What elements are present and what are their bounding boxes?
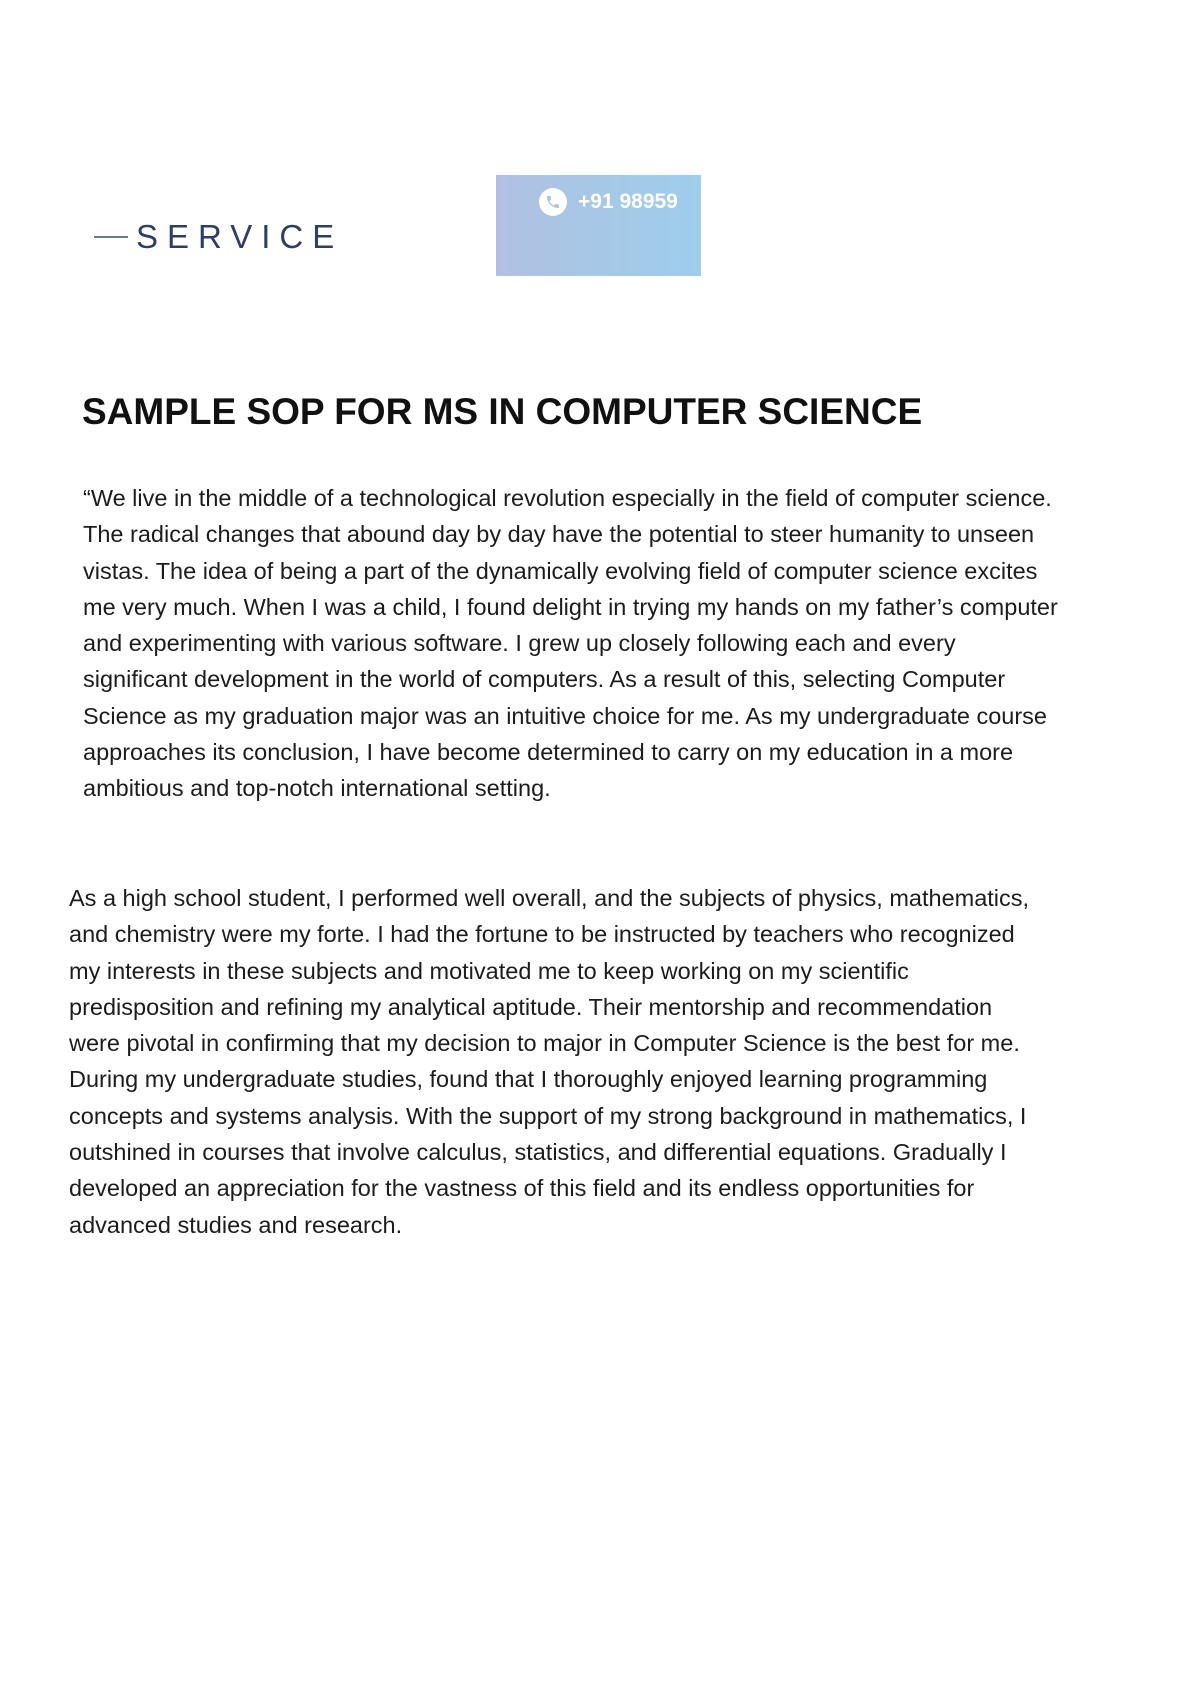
phone-contact-card[interactable] bbox=[496, 175, 701, 276]
body-paragraph-intro: “We live in the middle of a technological revolution especially in the field of computer science. The radical changes that abound day by day have the potential to steer humanity to unseen vistas. The idea of being a part of the dynamically evolving field of computer science excites me very much. When I was a child, I found delight in trying my hands on my father’s computer and experimenting with various software. I grew up closely following each and every significant development in the world of computers. As a result of this, selecting Computer Science as my graduation major was an intuitive choice for me. As my undergraduate course approaches its conclusion, I have become determined to carry on my education in a more ambitious and top-notch international setting. bbox=[83, 485, 1058, 802]
phone-number: +91 98959 bbox=[578, 190, 678, 213]
brand-dash-divider bbox=[94, 236, 128, 238]
service-brand bbox=[94, 220, 343, 253]
body-paragraph-background: As a high school student, I performed well overall, and the subjects of physics, mathematics, and chemistry were my forte. I had the fortune to be instructed by teachers who recognized my interests in these subjects and motivated me to keep working on my scientific predisposition and refining my analytical aptitude. Their mentorship and recommendation were pivotal in confirming that my decision to major in Computer Science is the best for me. During my undergraduate studies, found that I thoroughly enjoyed learning programming concepts and systems analysis. With the support of my strong background in mathematics, I outshined in courses that involve calculus, statistics, and differential equations. Gradually I developed an appreciation for the vastness of this field and its endless opportunities for advanced studies and research. bbox=[69, 885, 1030, 1238]
brand-text: SERVICE bbox=[136, 218, 344, 255]
document-title: SAMPLE SOP FOR MS IN COMPUTER SCIENCE bbox=[82, 391, 923, 432]
phone-icon bbox=[539, 188, 567, 216]
